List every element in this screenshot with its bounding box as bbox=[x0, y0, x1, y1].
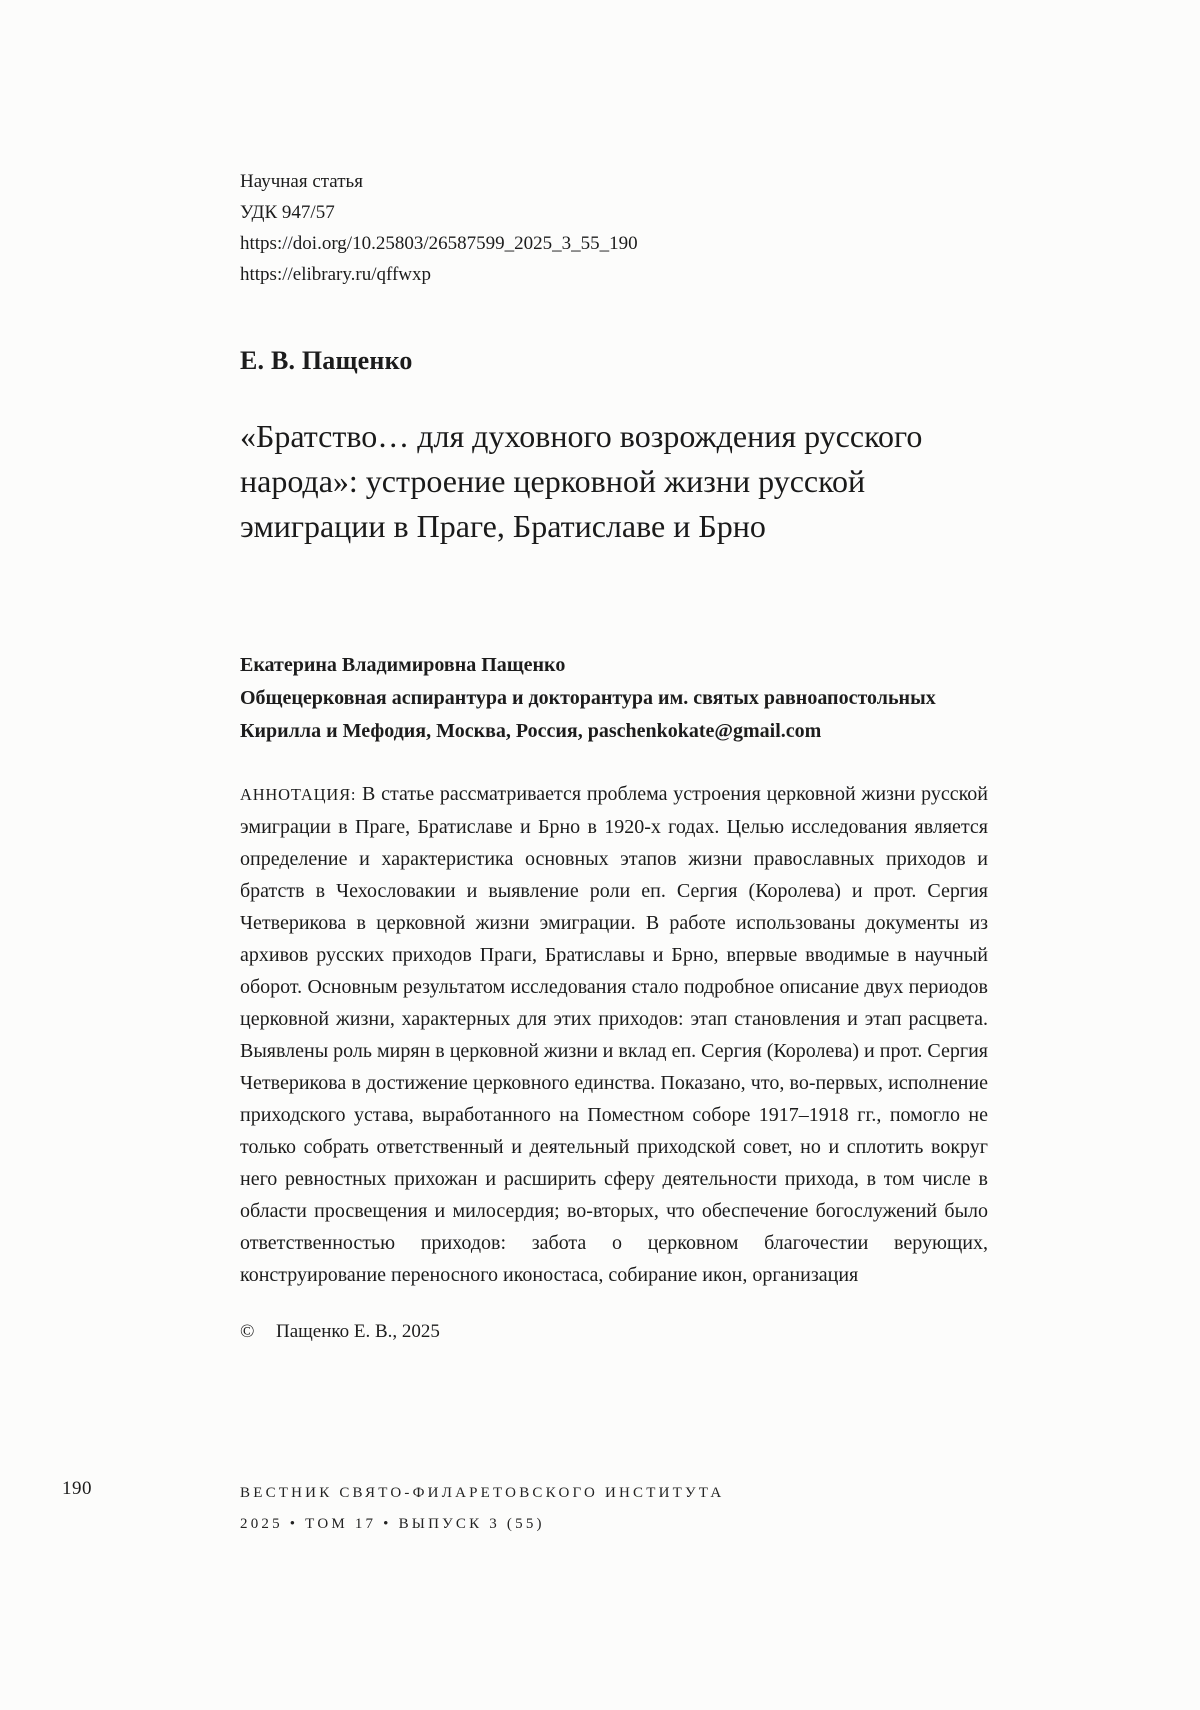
author-affiliation: Общецерковная аспирантура и докторантура им. святых равноапостольных Кирилла и Мефодия, Москва, Россия, paschenkokate@gmail.com bbox=[240, 687, 936, 742]
author-info-block bbox=[240, 649, 988, 748]
elibrary-link[interactable]: https://elibrary.ru/qffwxp bbox=[240, 264, 432, 285]
author-short-name: Е. В. Пащенко bbox=[240, 346, 413, 375]
abstract-text: В статье рассматривается проблема устроения церковной жизни русской эмиграции в Праге, Братиславе и Брно в 1920-х годах. Целью исследования является определение и характеристика основных этапов жизни православных приходов и братств в Чехословакии и выявление роли еп. Сергия (Королева) и прот. Сергия Четверикова в церковной жизни эмиграции. В работе использованы документы из архивов русских приходов Праги, Братиславы и Брно, впервые вводимые в научный оборот. Основным результатом исследования стало подробное описание двух периодов церковной жизни, характерных для этих приходов: этап становления и этап расцвета. Выявлены роль мирян в церковной жизни и вклад еп. Сергия (Королева) и прот. Сергия Четверикова в достижение церковного единства. Показано, что, во-первых, исполнение приходского устава, выработанного на Поместном соборе 1917–1918 гг., помогло не только собрать ответственный и деятельный приходской совет, но и сплотить вокруг него ревностных прихожан и расширить сферу деятельности прихода, в том числе в области просвещения и милосердия; во-вторых, что обеспечение богослужений было ответственностью приходов: забота о церковном благочестии верующих, конструирование переносного иконостаса, собирание икон, организация bbox=[240, 783, 988, 1286]
article-title: «Братство… для духовного возрождения русского народа»: устроение церковной жизни русской эмиграции в Праге, Братиславе и Брно bbox=[240, 418, 923, 544]
copyright-text: Пащенко Е. В., 2025 bbox=[276, 1321, 440, 1342]
page-number: 190 bbox=[62, 1478, 92, 1499]
author-full-name: Екатерина Владимировна Пащенко bbox=[240, 654, 566, 676]
issue-info: 2025 • ТОМ 17 • ВЫПУСК 3 (55) bbox=[240, 1516, 545, 1532]
journal-block bbox=[240, 1478, 724, 1540]
article-meta bbox=[240, 0, 988, 290]
article-type: Научная статья bbox=[240, 171, 363, 192]
copyright-icon: © bbox=[240, 1321, 255, 1342]
doi-link[interactable]: https://doi.org/10.25803/26587599_2025_3_55_190 bbox=[240, 233, 638, 254]
abstract-label: АННОТАЦИЯ: bbox=[240, 785, 357, 804]
journal-title: ВЕСТНИК СВЯТО-ФИЛАРЕТОВСКОГО ИНСТИТУТА bbox=[240, 1485, 725, 1501]
article-content bbox=[240, 0, 988, 1343]
copyright-line bbox=[240, 1321, 988, 1343]
udc-code: УДК 947/57 bbox=[240, 202, 335, 223]
abstract-paragraph bbox=[240, 778, 988, 1291]
